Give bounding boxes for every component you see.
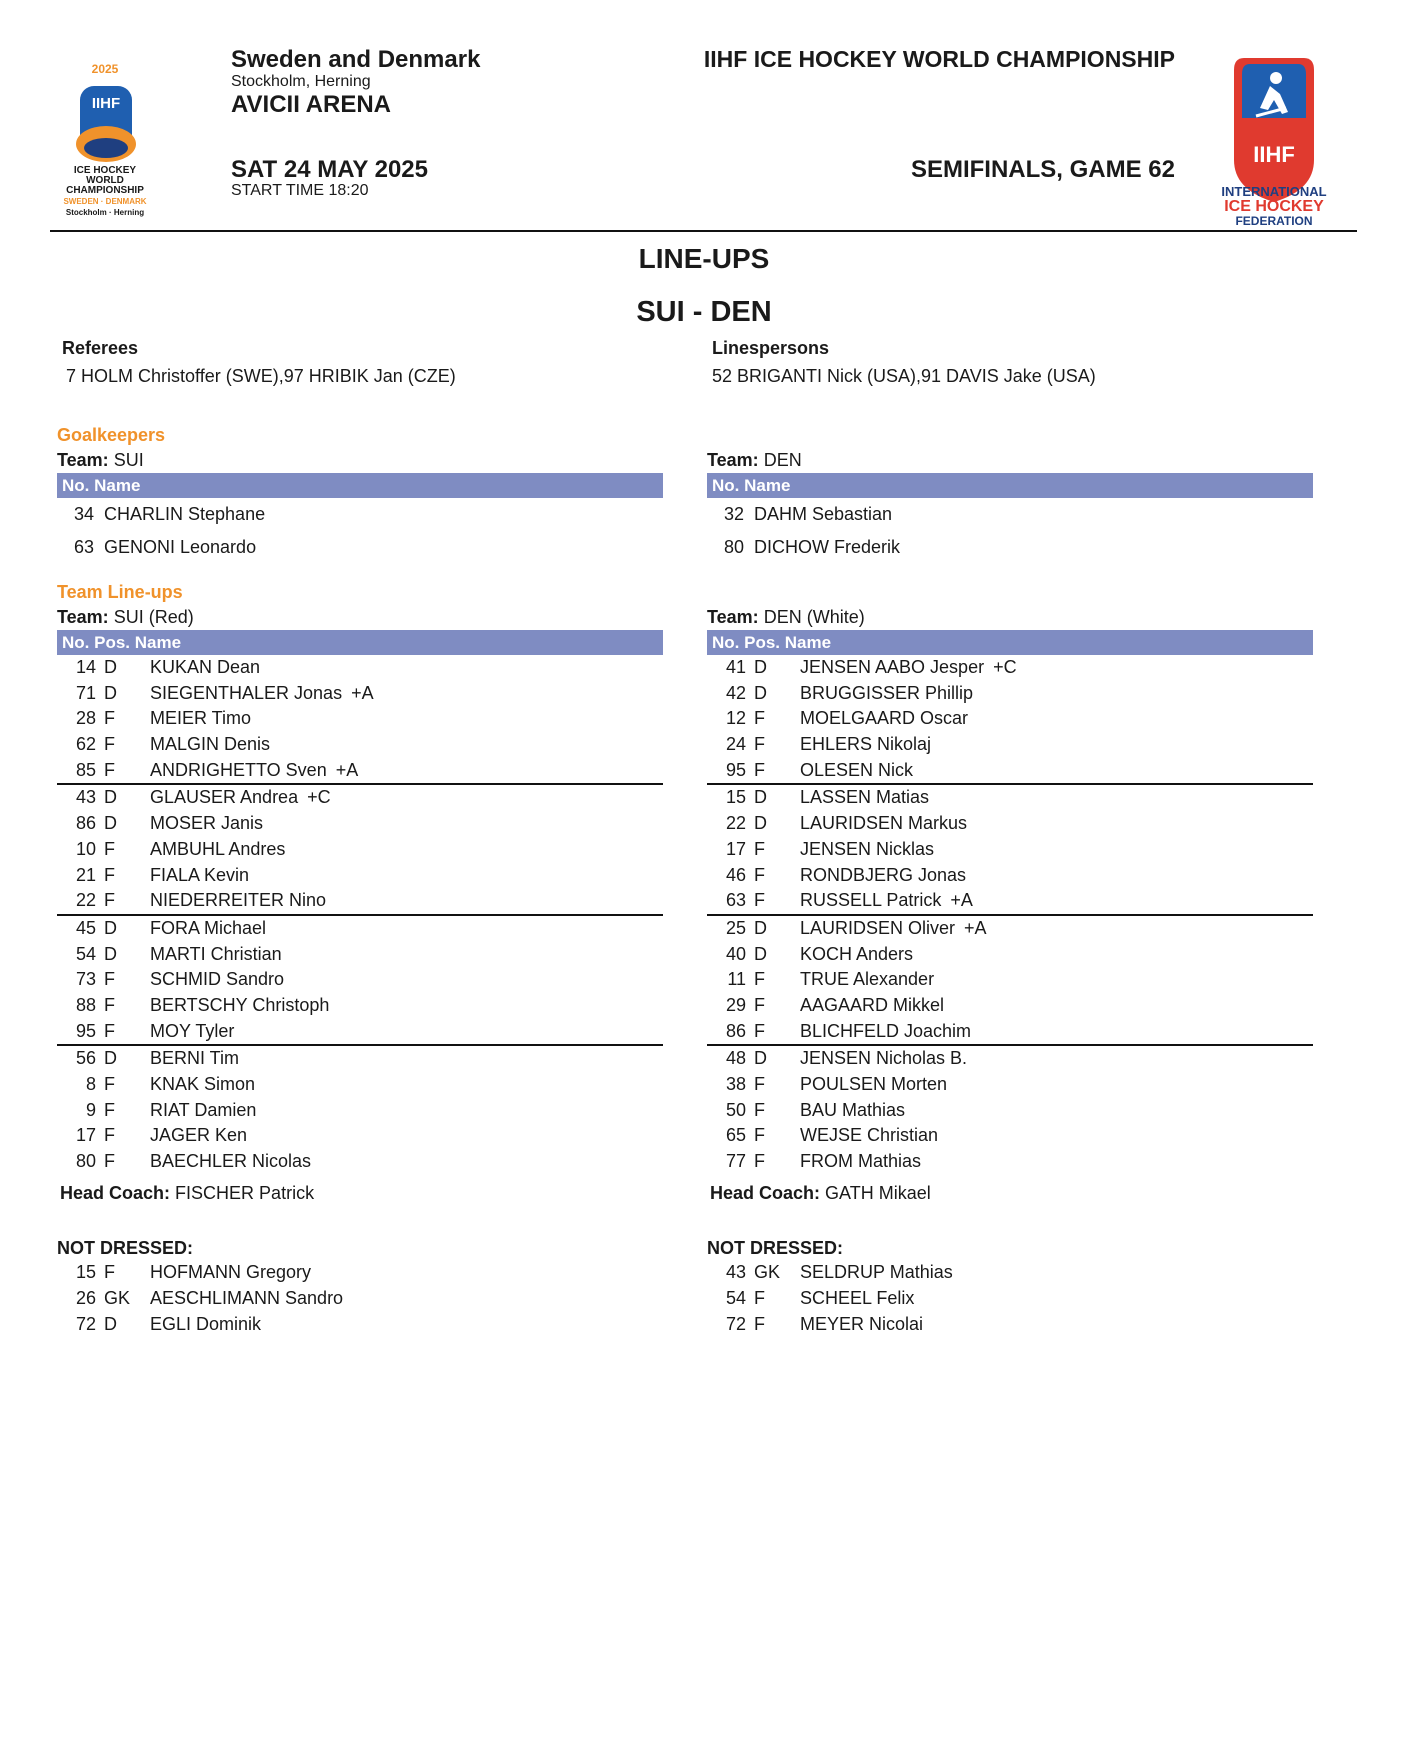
player-position: D [754, 682, 767, 703]
goalie-row [707, 531, 1313, 564]
player-name: OLESEN Nick [800, 759, 914, 780]
player-number: 80 [75, 1151, 96, 1172]
player-name: SIEGENTHALER Jonas [150, 682, 343, 703]
goalie-name: CHARLIN Stephane [104, 504, 266, 524]
player-name-cell [150, 1046, 239, 1072]
not-dressed-row [714, 1285, 1313, 1311]
player-position: F [754, 1099, 765, 1120]
player-name: BAECHLER Nicolas [150, 1151, 312, 1172]
player-name: BERTSCHY Christoph [150, 994, 330, 1015]
referees-list: 7 HOLM Christoffer (SWE),97 HRIBIK Jan (CZE) [66, 366, 456, 386]
right-gk-team: DEN [763, 450, 802, 470]
player-position: F [104, 1151, 115, 1172]
player-number: 95 [725, 759, 746, 780]
team-label: Team: [707, 450, 759, 470]
left-gk-team: SUI [113, 450, 144, 470]
not-dressed-number: 54 [725, 1287, 746, 1308]
player-position: F [104, 1020, 115, 1041]
player-number: 17 [75, 1125, 96, 1146]
right-not-dressed-label: NOT DRESSED: [707, 1237, 844, 1258]
player-name: FORA Michael [150, 917, 267, 938]
player-name-cell [150, 967, 284, 993]
player-name: KOCH Anders [800, 943, 914, 964]
player-name: NIEDERREITER Nino [150, 890, 327, 911]
player-name-cell [150, 706, 251, 732]
player-row [64, 655, 663, 681]
right-head-coach-name: GATH Mikael [825, 1182, 931, 1203]
arena-name: AVICII ARENA [231, 91, 392, 118]
head-coach-label: Head Coach: [710, 1182, 821, 1203]
player-row [64, 1072, 663, 1098]
player-name-cell [800, 732, 931, 758]
game-date: SAT 24 MAY 2025 [231, 156, 429, 183]
player-row [707, 888, 1313, 916]
player-number: 38 [725, 1074, 746, 1094]
player-row [714, 681, 1313, 707]
player-number: 95 [75, 1020, 96, 1041]
player-position: D [754, 813, 767, 834]
player-row [714, 1072, 1313, 1098]
player-name: POULSEN Morten [800, 1074, 948, 1094]
player-name: GLAUSER Andrea [150, 787, 299, 808]
world-championship-logo [50, 56, 165, 226]
captain-badge: +A [950, 890, 973, 911]
player-position: F [104, 864, 115, 885]
captain-badge: +C [993, 657, 1017, 677]
goalie-row [707, 498, 1313, 531]
player-name-cell [800, 837, 934, 863]
player-position: F [754, 1125, 765, 1146]
player-position: F [104, 890, 115, 911]
player-row [707, 1019, 1313, 1047]
player-position: F [754, 969, 765, 990]
player-number: 29 [725, 994, 746, 1015]
not-dressed-row [64, 1311, 663, 1337]
not-dressed-number: 72 [725, 1313, 746, 1334]
matchup-title: SUI - DEN [636, 296, 772, 328]
player-row [714, 785, 1313, 811]
team-label: Team: [707, 607, 759, 627]
player-position: F [754, 1074, 765, 1094]
iihf-logo-line3: FEDERATION [1235, 214, 1313, 228]
player-number: 41 [725, 657, 746, 677]
player-name-cell [150, 1098, 256, 1124]
start-time: START TIME 18:20 [231, 182, 369, 199]
player-row [64, 837, 663, 863]
player-row [64, 993, 663, 1019]
right-lineup-team: DEN (White) [763, 607, 865, 627]
player-position: D [104, 682, 117, 703]
goalie-name: GENONI Leonardo [104, 537, 257, 557]
not-dressed-name: SCHEEL Felix [800, 1287, 915, 1308]
player-position: F [754, 864, 765, 885]
iihf-logo-line1: INTERNATIONAL [1221, 184, 1327, 199]
not-dressed-row [64, 1285, 663, 1311]
player-position: F [104, 838, 115, 859]
not-dressed-row [714, 1259, 1313, 1285]
linespersons-list: 52 BRIGANTI Nick (USA),91 DAVIS Jake (USA) [712, 366, 1096, 386]
player-name-cell [800, 1123, 938, 1149]
host-countries: Sweden and Denmark [231, 46, 481, 73]
page-title: LINE-UPS [638, 243, 770, 274]
player-row [64, 811, 663, 837]
player-row [707, 758, 1313, 786]
player-number: 85 [75, 759, 96, 780]
player-name: FROM Mathias [800, 1151, 922, 1172]
not-dressed-name: AESCHLIMANN Sandro [150, 1287, 344, 1308]
right-gk-header: No. Name [707, 473, 1313, 498]
linespersons-label: Linespersons [712, 338, 830, 358]
player-row [714, 1098, 1313, 1124]
right-head-coach [707, 1183, 1313, 1204]
player-name: BLICHFELD Joachim [800, 1020, 972, 1041]
player-row [64, 681, 663, 707]
player-position: F [104, 734, 115, 755]
right-lineup-header: No. Pos. Name [707, 630, 1313, 655]
player-position: F [754, 759, 765, 780]
player-position: D [104, 917, 117, 938]
player-number: 24 [725, 734, 746, 755]
player-number: 46 [725, 864, 746, 885]
player-position: F [754, 1020, 765, 1041]
player-name: WEJSE Christian [800, 1125, 939, 1146]
player-name-cell [150, 916, 266, 942]
player-position: F [754, 734, 765, 755]
left-lineup [57, 604, 663, 1337]
goalie-name: DAHM Sebastian [754, 504, 893, 524]
player-number: 77 [725, 1151, 746, 1172]
player-row [714, 993, 1313, 1019]
header-divider [50, 230, 1357, 232]
player-row [714, 732, 1313, 758]
player-name: MOY Tyler [150, 1020, 235, 1041]
player-row [714, 942, 1313, 968]
player-number: 45 [75, 917, 96, 938]
player-number: 54 [75, 943, 96, 964]
left-not-dressed-label: NOT DRESSED: [57, 1237, 194, 1258]
player-position: F [104, 708, 115, 729]
not-dressed-row [714, 1311, 1313, 1337]
player-position: D [104, 787, 117, 808]
head-coach-label: Head Coach: [60, 1182, 171, 1203]
player-name: SCHMID Sandro [150, 969, 285, 990]
player-name-cell [150, 837, 285, 863]
player-position: D [104, 813, 117, 834]
player-name-cell [800, 785, 929, 811]
not-dressed-position: GK [754, 1261, 781, 1282]
player-name-cell [150, 1019, 234, 1045]
player-name: JENSEN Nicholas B. [800, 1048, 968, 1069]
not-dressed-name: MEYER Nicolai [800, 1313, 924, 1334]
player-number: 48 [725, 1048, 746, 1069]
player-name: AMBUHL Andres [150, 838, 286, 859]
player-name-cell [800, 888, 973, 914]
player-name: LAURIDSEN Markus [800, 813, 968, 834]
player-position: F [754, 1151, 765, 1172]
player-row [64, 1123, 663, 1149]
player-number: 17 [725, 838, 746, 859]
player-row [64, 863, 663, 889]
player-number: 15 [725, 787, 746, 808]
left-goalkeepers [57, 447, 663, 564]
not-dressed-name: SELDRUP Mathias [800, 1261, 953, 1282]
wc-logo-line3: CHAMPIONSHIP [66, 185, 144, 196]
player-name-cell [150, 1149, 311, 1175]
player-name-cell [800, 1149, 921, 1175]
player-position: D [754, 917, 767, 938]
not-dressed-number: 15 [75, 1261, 96, 1282]
player-name: AAGAARD Mikkel [800, 994, 945, 1015]
player-name: FIALA Kevin [150, 864, 250, 885]
championship-title: IIHF ICE HOCKEY WORLD CHAMPIONSHIP [703, 46, 1175, 72]
player-name-cell [150, 732, 270, 758]
player-position: D [754, 943, 767, 964]
iihf-logo-line2: ICE HOCKEY [1224, 198, 1324, 215]
player-number: 43 [75, 787, 96, 808]
not-dressed-position: GK [104, 1287, 131, 1308]
player-name-cell [800, 706, 968, 732]
player-position: F [754, 708, 765, 729]
player-position: D [104, 1048, 117, 1069]
player-name: BAU Mathias [800, 1099, 906, 1120]
player-position: D [104, 657, 117, 677]
player-row [714, 655, 1313, 681]
player-name: RIAT Damien [150, 1099, 257, 1120]
captain-badge: +A [351, 682, 374, 703]
player-number: 11 [727, 969, 746, 990]
wc-logo-year: 2025 [91, 62, 119, 76]
right-goalkeepers [707, 447, 1313, 564]
player-name-cell [800, 967, 934, 993]
left-head-coach [57, 1183, 663, 1204]
player-name: TRUE Alexander [800, 969, 935, 990]
iihf-logo [1204, 50, 1344, 230]
not-dressed-name: EGLI Dominik [150, 1313, 262, 1334]
captain-badge: +A [335, 759, 359, 780]
player-name-cell [800, 993, 944, 1019]
player-row [57, 758, 663, 786]
player-number: 86 [75, 813, 96, 834]
not-dressed-position: F [754, 1287, 765, 1308]
goalie-row [57, 531, 663, 564]
not-dressed-number: 43 [725, 1261, 746, 1282]
player-row [714, 1149, 1313, 1175]
player-row [714, 837, 1313, 863]
wc-logo-line2: WORLD [86, 175, 124, 186]
player-name: KNAK Simon [150, 1074, 256, 1094]
player-name: RONDBJERG Jonas [800, 864, 967, 885]
goalie-name: DICHOW Frederik [754, 537, 901, 557]
player-name: MOELGAARD Oscar [800, 708, 969, 729]
player-name-cell [800, 1019, 971, 1045]
player-name: JENSEN Nicklas [800, 838, 935, 859]
player-row [714, 1046, 1313, 1072]
player-position: D [754, 657, 767, 677]
player-name-cell [150, 758, 358, 784]
team-label: Team: [57, 607, 109, 627]
referees-label: Referees [62, 338, 139, 358]
player-row [714, 916, 1313, 942]
goalie-row [57, 498, 663, 531]
player-number: 65 [725, 1125, 746, 1146]
lineups-section-title: Team Line-ups [57, 582, 183, 602]
wc-logo-line1: ICE HOCKEY [73, 165, 137, 176]
player-position: D [754, 1048, 767, 1069]
right-gk-team-line [707, 447, 1313, 473]
player-row [64, 1046, 663, 1072]
player-name-cell [800, 1072, 947, 1098]
player-number: 71 [75, 682, 96, 703]
player-name-cell [150, 993, 329, 1019]
player-number: 12 [725, 708, 746, 729]
captain-badge: +C [307, 787, 331, 808]
player-number: 9 [85, 1099, 96, 1120]
player-name: LASSEN Matias [800, 787, 930, 808]
player-row [714, 811, 1313, 837]
player-number: 42 [725, 682, 746, 703]
player-number: 56 [75, 1048, 96, 1069]
wc-logo-line4: SWEDEN · DENMARK [63, 197, 147, 206]
player-name: LAURIDSEN Oliver [800, 917, 956, 938]
player-name-cell [150, 1072, 255, 1098]
left-lineup-header: No. Pos. Name [57, 630, 663, 655]
player-number: 88 [75, 994, 96, 1015]
player-name-cell [800, 681, 973, 707]
left-lineup-team: SUI (Red) [113, 607, 194, 627]
right-lineup [707, 604, 1313, 1337]
player-number: 28 [75, 708, 96, 729]
player-name-cell [800, 1046, 967, 1072]
goalkeepers-section-title: Goalkeepers [57, 425, 166, 445]
player-position: F [104, 994, 115, 1015]
not-dressed-number: 26 [75, 1287, 96, 1308]
player-number: 73 [75, 969, 96, 990]
player-name: MOSER Janis [150, 813, 264, 834]
player-name-cell [800, 942, 913, 968]
player-row [64, 967, 663, 993]
not-dressed-position: F [754, 1313, 765, 1334]
player-number: 50 [725, 1099, 746, 1120]
player-name-cell [150, 681, 374, 707]
player-number: 25 [725, 917, 746, 938]
player-row [714, 1123, 1313, 1149]
player-number: 21 [75, 864, 96, 885]
player-name-cell [800, 916, 987, 942]
goalie-number: 80 [723, 537, 744, 557]
player-row [714, 967, 1313, 993]
player-name: BERNI Tim [150, 1048, 240, 1069]
player-name-cell [150, 888, 326, 914]
player-name: JENSEN AABO Jesper [800, 657, 985, 677]
left-gk-header: No. Name [57, 473, 663, 498]
player-name: KUKAN Dean [150, 657, 261, 677]
player-name-cell [800, 655, 1017, 681]
player-name-cell [150, 811, 263, 837]
player-name: MALGIN Denis [150, 734, 271, 755]
player-row [64, 1149, 663, 1175]
goalie-number: 63 [73, 537, 94, 557]
player-name: RUSSELL Patrick [800, 890, 942, 911]
game-label: SEMIFINALS, GAME 62 [910, 156, 1175, 183]
player-position: F [754, 838, 765, 859]
player-row [57, 1019, 663, 1047]
player-number: 62 [75, 734, 96, 755]
player-position: F [104, 1074, 115, 1094]
player-name: JAGER Ken [150, 1125, 248, 1146]
not-dressed-number: 72 [75, 1313, 96, 1334]
wc-logo-line5: Stockholm · Herning [65, 208, 145, 217]
player-number: 14 [75, 657, 96, 677]
team-label: Team: [57, 450, 109, 470]
left-gk-team-line [57, 447, 663, 473]
player-row [64, 785, 663, 811]
player-position: F [104, 1099, 115, 1120]
player-name: BRUGGISSER Phillip [800, 682, 974, 703]
player-name-cell [150, 785, 331, 811]
player-number: 22 [725, 813, 746, 834]
player-number: 8 [85, 1074, 96, 1094]
captain-badge: +A [964, 917, 987, 938]
right-lineup-team-line [707, 604, 1313, 630]
player-position: F [104, 1125, 115, 1146]
player-position: F [754, 994, 765, 1015]
player-row [64, 942, 663, 968]
player-number: 22 [75, 890, 96, 911]
player-name-cell [800, 811, 967, 837]
player-name: ANDRIGHETTO Sven [150, 759, 327, 780]
left-head-coach-name: FISCHER Patrick [175, 1182, 315, 1203]
goalie-number: 32 [723, 504, 744, 524]
player-position: F [104, 759, 115, 780]
player-row [64, 916, 663, 942]
player-number: 40 [725, 943, 746, 964]
player-position: F [754, 890, 765, 911]
player-name-cell [150, 1123, 247, 1149]
player-name-cell [800, 863, 966, 889]
wc-logo-mark: IIHF [91, 95, 121, 112]
player-number: 86 [725, 1020, 746, 1041]
player-number: 10 [75, 838, 96, 859]
not-dressed-name: HOFMANN Gregory [150, 1261, 312, 1282]
player-row [64, 1098, 663, 1124]
player-position: D [104, 943, 117, 964]
player-name: MARTI Christian [150, 943, 282, 964]
player-name-cell [150, 655, 260, 681]
not-dressed-position: F [104, 1261, 115, 1282]
player-number: 63 [725, 890, 746, 911]
goalie-number: 34 [73, 504, 94, 524]
player-name-cell [150, 942, 282, 968]
not-dressed-position: D [104, 1313, 117, 1334]
player-row [714, 706, 1313, 732]
player-position: F [104, 969, 115, 990]
player-row [64, 732, 663, 758]
player-position: D [754, 787, 767, 808]
left-lineup-team-line [57, 604, 663, 630]
player-name: EHLERS Nikolaj [800, 734, 932, 755]
host-cities: Stockholm, Herning [231, 73, 371, 90]
player-name-cell [800, 1098, 905, 1124]
player-row [57, 888, 663, 916]
player-row [714, 863, 1313, 889]
player-name-cell [150, 863, 249, 889]
player-row [64, 706, 663, 732]
player-name: MEIER Timo [150, 708, 252, 729]
player-name-cell [800, 758, 913, 784]
iihf-logo-mark: IIHF [1253, 142, 1295, 167]
not-dressed-row [64, 1259, 663, 1285]
